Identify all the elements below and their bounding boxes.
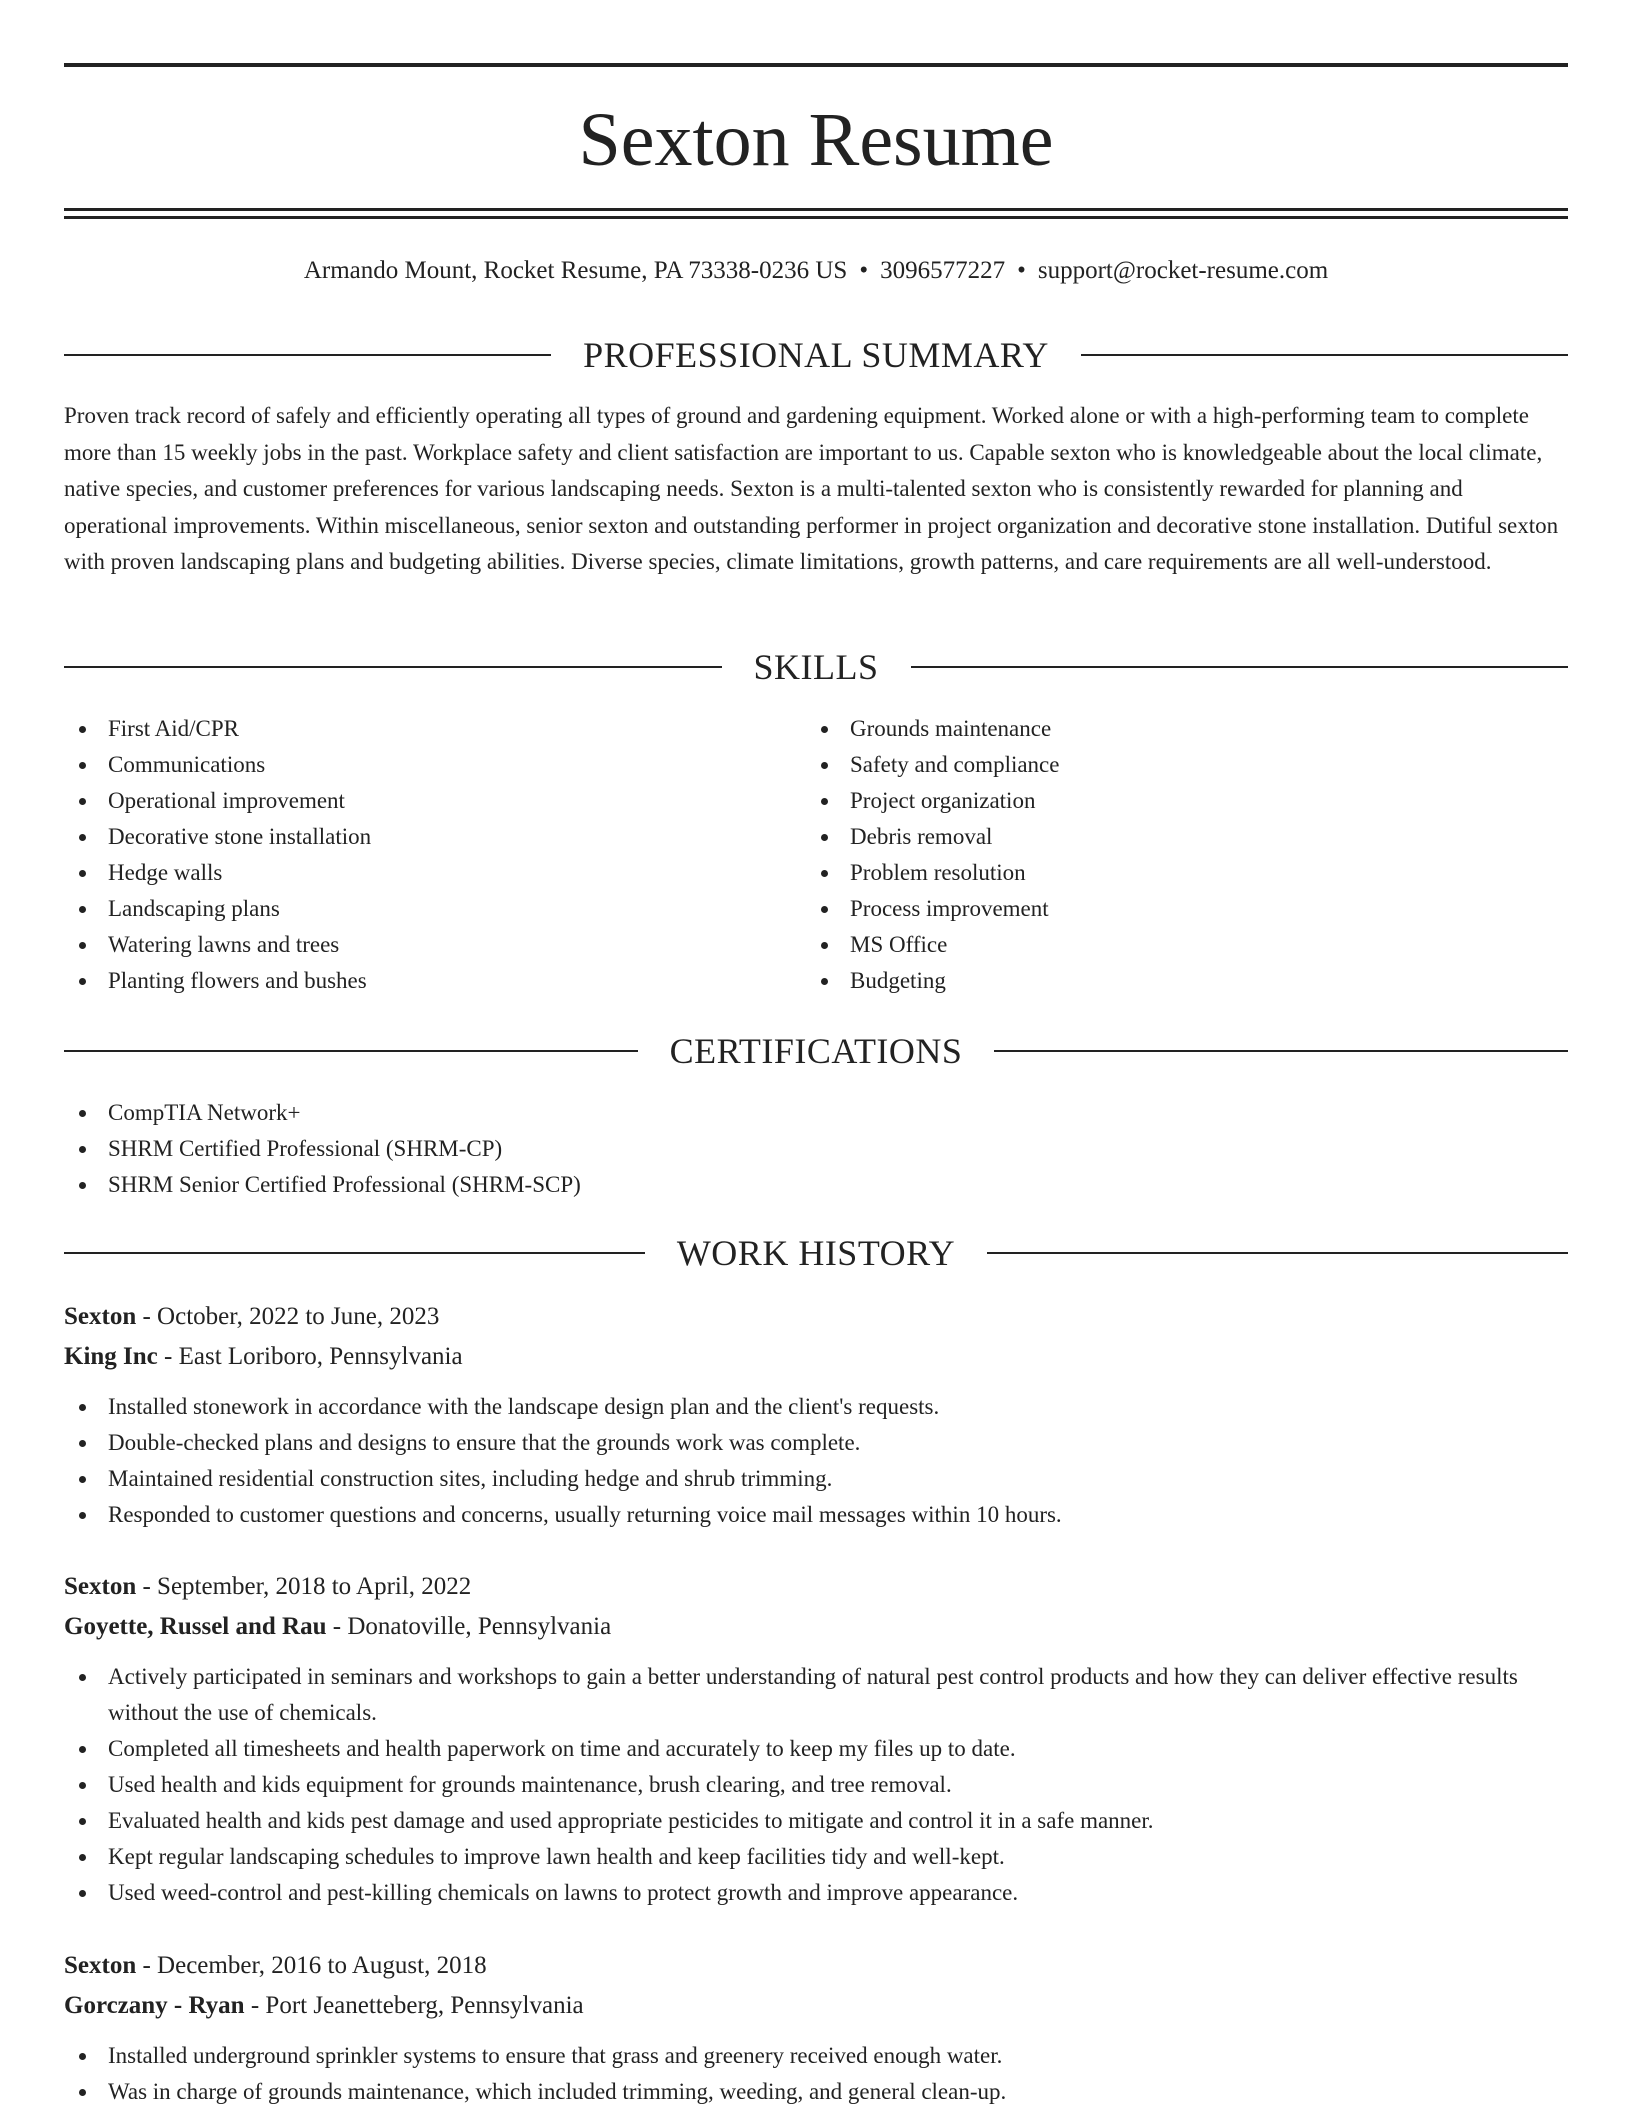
job-duty: Used weed-control and pest-killing chemicals on lawns to protect growth and improve appearance.	[64, 1875, 1568, 1911]
skill-item: Landscaping plans	[64, 891, 764, 927]
section-heading-label: CERTIFICATIONS	[669, 1031, 963, 1071]
heading-rule-left	[64, 1050, 638, 1052]
professional-summary-text: Proven track record of safely and efficiently operating all types of ground and gardening equipment. Worked alone or with a high-performing team to complete more than 15 weekly jobs in the past. Workplace safety and client satisfaction are important to us. Capable sexton who is knowledgeable about the local climate, native species, and customer preferences for various landscaping needs. Sexton is a multi-talented sexton who is consistently rewarded for planning and operational improvements. Within miscellaneous, senior sexton and outstanding performer in project organization and decorative stone installation. Dutiful sexton with proven landscaping plans and budgeting abilities. Diverse species, climate limitations, growth patterns, and care requirements are all well-understood.	[64, 403, 1559, 575]
heading-rule-right	[994, 1050, 1568, 1052]
job-duty: Double-checked plans and designs to ensure that the grounds work was complete.	[64, 1425, 1568, 1461]
skill-item: Project organization	[806, 783, 1506, 819]
job-entry	[64, 1297, 1568, 1533]
section-heading-skills	[64, 647, 1568, 687]
contact-separator: •	[859, 257, 869, 284]
skills-column-right	[806, 711, 1506, 999]
skill-item: Planting flowers and bushes	[64, 963, 764, 999]
certifications-list	[64, 1095, 1568, 1203]
job-duties-list	[64, 1389, 1568, 1533]
heading-rule-left	[64, 354, 551, 356]
job-company-line	[64, 1607, 1568, 1647]
job-dates: - September, 2018 to April, 2022	[136, 1573, 472, 1600]
certification-item: SHRM Certified Professional (SHRM-CP)	[64, 1131, 1568, 1167]
skill-item: Budgeting	[806, 963, 1506, 999]
section-heading-label: WORK HISTORY	[676, 1233, 956, 1273]
job-company: Goyette, Russel and Rau	[64, 1613, 327, 1640]
job-title: Sexton	[64, 1573, 137, 1600]
section-heading-certifications	[64, 1031, 1568, 1071]
heading-rule-left	[64, 666, 722, 668]
job-title-line	[64, 1946, 1568, 1986]
job-entry	[64, 1946, 1568, 2110]
heading-rule-right	[1081, 354, 1568, 356]
job-duty: Responded to customer questions and concerns, usually returning voice mail messages within 10 hours.	[64, 1497, 1568, 1533]
contact-separator: •	[1017, 257, 1026, 284]
section-heading-label: PROFESSIONAL SUMMARY	[583, 335, 1049, 375]
title-rule-upper	[64, 208, 1568, 211]
section-heading-summary	[64, 335, 1568, 375]
job-location: - Port Jeanetteberg, Pennsylvania	[244, 1992, 584, 2019]
job-dates: - December, 2016 to August, 2018	[136, 1952, 487, 1979]
job-duties-list	[64, 1659, 1568, 1911]
job-company-line	[64, 1986, 1568, 2026]
page-title: Sexton Resume	[578, 98, 1054, 182]
section-heading-work-history	[64, 1233, 1568, 1273]
job-duty: Used health and kids equipment for grounds maintenance, brush clearing, and tree removal.	[64, 1767, 1568, 1803]
skill-item: Process improvement	[806, 891, 1506, 927]
skill-item: Hedge walls	[64, 855, 764, 891]
contact-line	[64, 254, 1568, 288]
job-duty: Maintained residential construction sites, including hedge and shrub trimming.	[64, 1461, 1568, 1497]
job-company-line	[64, 1337, 1568, 1377]
skill-item: Operational improvement	[64, 783, 764, 819]
job-duty: Kept regular landscaping schedules to improve lawn health and keep facilities tidy and well-kept.	[64, 1839, 1568, 1875]
skill-item: First Aid/CPR	[64, 711, 764, 747]
title-rule-lower	[64, 216, 1568, 219]
section-heading-label: SKILLS	[753, 647, 879, 687]
job-company: Gorczany - Ryan	[64, 1992, 245, 2019]
job-duty: Installed stonework in accordance with the landscape design plan and the client's requests.	[64, 1389, 1568, 1425]
job-duties-list	[64, 2038, 1568, 2110]
contact-phone: 3096577227	[880, 257, 1006, 284]
skill-item: Grounds maintenance	[806, 711, 1506, 747]
heading-rule-left	[64, 1252, 645, 1254]
skill-item: Safety and compliance	[806, 747, 1506, 783]
skill-item: Communications	[64, 747, 764, 783]
job-duty: Was in charge of grounds maintenance, which included trimming, weeding, and general clean-up.	[64, 2074, 1568, 2110]
skills-list-right	[806, 711, 1506, 999]
job-duty: Completed all timesheets and health paperwork on time and accurately to keep my files up to date.	[64, 1731, 1568, 1767]
heading-rule-right	[987, 1252, 1568, 1254]
job-title: Sexton	[64, 1303, 137, 1330]
skill-item: Decorative stone installation	[64, 819, 764, 855]
heading-rule-right	[911, 666, 1569, 668]
job-duty: Evaluated health and kids pest damage and used appropriate pesticides to mitigate and control it in a safe manner.	[64, 1803, 1568, 1839]
job-entry	[64, 1567, 1568, 1911]
certification-item: CompTIA Network+	[64, 1095, 1568, 1131]
skill-item: Problem resolution	[806, 855, 1506, 891]
job-title: Sexton	[64, 1952, 137, 1979]
job-dates: - October, 2022 to June, 2023	[136, 1303, 440, 1330]
job-title-line	[64, 1567, 1568, 1607]
certification-item: SHRM Senior Certified Professional (SHRM-SCP)	[64, 1167, 1568, 1203]
skill-item: Debris removal	[806, 819, 1506, 855]
skills-list-left	[64, 711, 764, 999]
skill-item: Watering lawns and trees	[64, 927, 764, 963]
certifications-block	[64, 1095, 1568, 1203]
job-location: - Donatoville, Pennsylvania	[326, 1613, 612, 1640]
contact-email: support@rocket-resume.com	[1037, 257, 1329, 284]
job-title-line	[64, 1297, 1568, 1337]
contact-address: Armando Mount, Rocket Resume, PA 73338-0236 US	[303, 257, 848, 284]
skills-column-left	[64, 711, 764, 999]
job-company: King Inc	[64, 1343, 158, 1370]
job-duty: Installed underground sprinkler systems to ensure that grass and greenery received enough water.	[64, 2038, 1568, 2074]
job-duty: Actively participated in seminars and workshops to gain a better understanding of natural pest control products and how they can deliver effective results without the use of chemicals.	[64, 1659, 1568, 1731]
top-rule	[64, 63, 1568, 67]
job-location: - East Loriboro, Pennsylvania	[157, 1343, 463, 1370]
skill-item: MS Office	[806, 927, 1506, 963]
